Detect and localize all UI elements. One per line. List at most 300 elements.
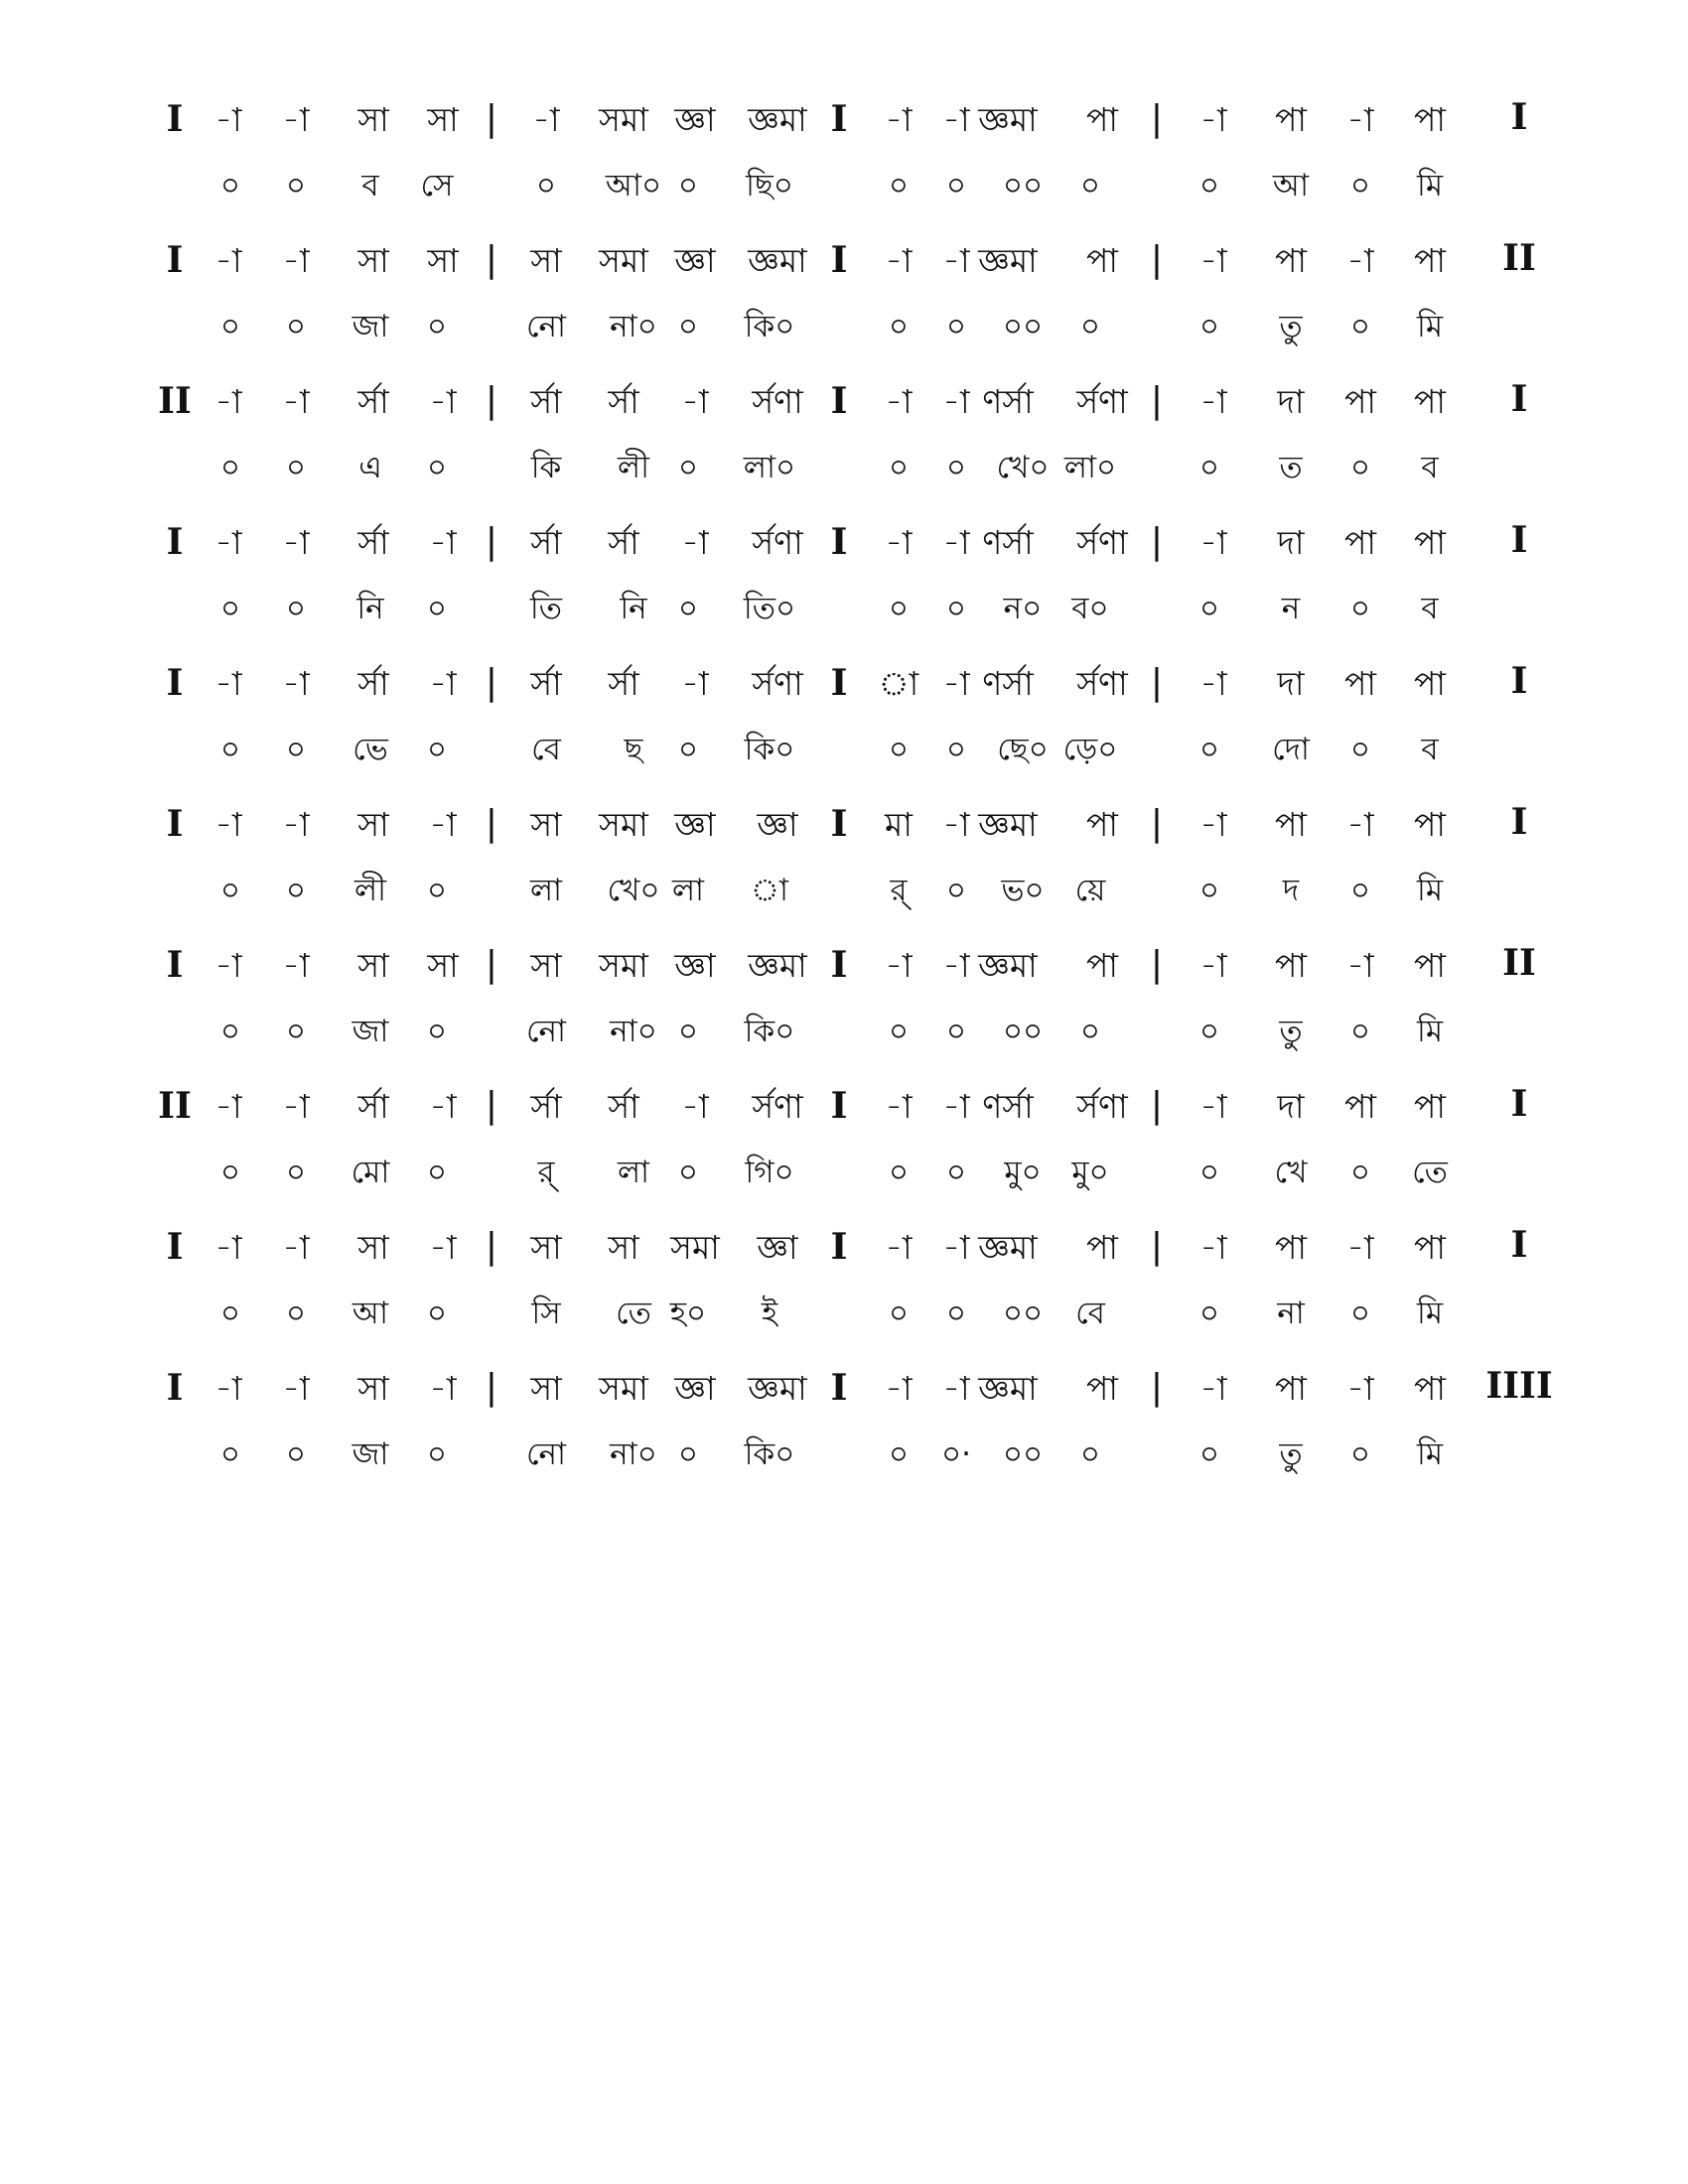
lyric-cell: ০ xyxy=(1349,309,1371,344)
note-cell: সমা xyxy=(599,805,648,844)
lyric-cell: লা xyxy=(671,873,705,908)
note-cell: -া xyxy=(282,1087,310,1126)
note-cell: সমা xyxy=(599,946,648,985)
note-cell: র্সণা xyxy=(752,523,803,562)
note-cell: -া xyxy=(885,1369,913,1408)
lyric-cell: ০ xyxy=(285,1014,307,1049)
measure-separator: | xyxy=(1150,239,1164,280)
measure-separator: I xyxy=(830,1085,848,1127)
lyric-cell: ০ xyxy=(219,1436,241,1472)
lyric-cell: সে xyxy=(420,168,454,204)
note-cell: -া xyxy=(942,1369,970,1408)
lyric-cell: ই xyxy=(761,1296,778,1331)
note-cell: র্সণা xyxy=(752,664,803,703)
lyric-cell: ০ xyxy=(1349,450,1371,485)
lyric-cell: মি xyxy=(1416,1296,1444,1331)
note-cell: -া xyxy=(429,1228,457,1267)
lyric-cell: জা xyxy=(352,1014,389,1049)
note-cell: পা xyxy=(1344,382,1376,421)
lyric-cell: মি xyxy=(1416,873,1444,908)
note-cell: -া xyxy=(214,382,242,421)
note-cell: -া xyxy=(282,241,310,280)
lyric-cell: ০ xyxy=(1079,168,1101,204)
note-cell: পা xyxy=(1414,241,1446,280)
note-cell: জ্ঞমা xyxy=(978,100,1038,139)
note-cell: -া xyxy=(214,241,242,280)
barline-start: I xyxy=(166,1226,184,1268)
lyric-cell: খে০ xyxy=(607,873,660,908)
lyric-cell: ০· xyxy=(940,1436,972,1472)
note-cell: জ্ঞা xyxy=(674,100,716,139)
note-cell: -া xyxy=(681,1087,709,1126)
note-cell: র্সা xyxy=(530,382,562,421)
barline-start: I xyxy=(166,803,184,845)
note-cell: -া xyxy=(214,1228,242,1267)
lyric-cell: জা xyxy=(352,1436,389,1472)
lyric-cell: ০ xyxy=(945,1155,967,1190)
lyric-cell: কি০ xyxy=(744,732,795,767)
note-cell: পা xyxy=(1275,946,1307,985)
lyric-cell: ০ xyxy=(677,168,699,204)
lyric-cell: ০০ xyxy=(1002,1436,1044,1472)
lyric-cell: ০ xyxy=(1349,873,1371,908)
measure-separator: I xyxy=(830,803,848,845)
lyric-cell: ভে xyxy=(352,732,388,767)
measure-separator: | xyxy=(1150,803,1164,844)
measure-separator: I xyxy=(830,98,848,140)
note-cell: -া xyxy=(1199,382,1227,421)
lyric-cell: ০ xyxy=(945,1296,967,1331)
note-cell: -া xyxy=(1346,805,1374,844)
lyric-cell: ০ xyxy=(426,309,448,344)
lyric-cell: ০ xyxy=(1079,1014,1101,1049)
note-cell: জ্ঞমা xyxy=(748,100,807,139)
measure-separator: | xyxy=(1150,1085,1164,1126)
note-cell: সা xyxy=(530,946,562,985)
lyric-cell: ০ xyxy=(285,732,307,767)
note-cell: -া xyxy=(1346,1369,1374,1408)
lyric-cell: ০ xyxy=(888,450,910,485)
note-cell: -া xyxy=(532,100,560,139)
note-cell: সা xyxy=(357,946,389,985)
lyric-cell: তে xyxy=(616,1296,651,1331)
lyric-cell: ০ xyxy=(285,591,307,626)
note-cell: মা xyxy=(885,805,913,844)
measure-separator: I xyxy=(830,239,848,281)
lyric-cell: খে০ xyxy=(996,450,1050,485)
lyric-cell: ০ xyxy=(535,168,557,204)
note-cell: র্সা xyxy=(608,664,639,703)
lyric-cell: ভ০ xyxy=(1001,873,1045,908)
barline-start: I xyxy=(166,1367,184,1409)
lyric-cell: ০০ xyxy=(1002,309,1044,344)
barline-end: I xyxy=(1510,660,1528,702)
note-cell: পা xyxy=(1086,241,1118,280)
lyric-cell: ০ xyxy=(426,1155,448,1190)
note-cell: ণর্সা xyxy=(982,523,1034,562)
note-cell: র্সা xyxy=(530,1087,562,1126)
note-cell: -া xyxy=(942,805,970,844)
measure-separator: | xyxy=(1150,1367,1164,1408)
lyric-cell: ০ xyxy=(1349,1155,1371,1190)
lyric-cell: কি০ xyxy=(744,309,795,344)
note-cell: -া xyxy=(681,382,709,421)
note-cell: -া xyxy=(214,100,242,139)
lyric-cell: ০ xyxy=(888,591,910,626)
note-cell: জ্ঞা xyxy=(674,946,716,985)
note-cell: জ্ঞা xyxy=(757,805,798,844)
lyric-cell: ০ xyxy=(219,591,241,626)
note-cell: পা xyxy=(1086,805,1118,844)
note-cell: পা xyxy=(1275,805,1307,844)
note-cell: র্সণা xyxy=(1076,1087,1128,1126)
lyric-cell: ০ xyxy=(426,1014,448,1049)
lyric-cell: ০ xyxy=(426,1436,448,1472)
lyric-cell: কি০ xyxy=(744,1436,795,1472)
note-cell: পা xyxy=(1414,1228,1446,1267)
barline-end: I xyxy=(1510,801,1528,843)
lyric-cell: ০ xyxy=(945,1014,967,1049)
barline-end: II xyxy=(1502,942,1536,984)
lyric-cell: ০ xyxy=(285,873,307,908)
note-cell: -া xyxy=(885,1087,913,1126)
measure-separator: I xyxy=(830,944,848,986)
note-cell: -া xyxy=(942,241,970,280)
note-cell: জ্ঞমা xyxy=(748,1369,807,1408)
lyric-cell: না০ xyxy=(610,1014,657,1049)
lyric-cell: ০ xyxy=(426,591,448,626)
measure-separator: | xyxy=(485,380,498,421)
measure-separator: | xyxy=(485,803,498,844)
measure-separator: | xyxy=(485,1367,498,1408)
note-cell: পা xyxy=(1086,946,1118,985)
note-cell: -া xyxy=(1199,805,1227,844)
note-cell: দা xyxy=(1277,523,1305,562)
lyric-cell: ০ xyxy=(285,1155,307,1190)
lyric-cell: ০ xyxy=(1198,591,1220,626)
lyric-cell: ০ xyxy=(1198,1014,1220,1049)
measure-separator: I xyxy=(830,1226,848,1268)
note-cell: -া xyxy=(214,1087,242,1126)
note-cell: -া xyxy=(1199,100,1227,139)
note-cell: পা xyxy=(1275,1228,1307,1267)
note-cell: সা xyxy=(427,241,459,280)
lyric-cell: র্ xyxy=(537,1155,555,1190)
lyric-cell: মি xyxy=(1416,168,1444,204)
measure-separator: | xyxy=(1150,98,1164,139)
note-cell: ণর্সা xyxy=(982,664,1034,703)
lyric-cell: ০ xyxy=(426,1296,448,1331)
lyric-cell: নি xyxy=(356,591,384,626)
note-cell: -া xyxy=(1199,523,1227,562)
note-cell: পা xyxy=(1344,664,1376,703)
lyric-cell: ০ xyxy=(677,732,699,767)
note-cell: পা xyxy=(1086,100,1118,139)
lyric-cell: না০ xyxy=(610,1436,657,1472)
note-cell: জ্ঞমা xyxy=(748,241,807,280)
barline-start: I xyxy=(166,98,184,140)
lyric-cell: তু xyxy=(1279,1014,1303,1049)
note-cell: -া xyxy=(885,100,913,139)
lyric-cell: ০ xyxy=(945,732,967,767)
note-cell: পা xyxy=(1414,946,1446,985)
lyric-cell: দো xyxy=(1272,732,1310,767)
lyric-cell: ০ xyxy=(945,450,967,485)
lyric-cell: ০ xyxy=(677,450,699,485)
note-cell: -া xyxy=(1346,241,1374,280)
note-cell: সা xyxy=(530,241,562,280)
note-cell: -া xyxy=(1199,1228,1227,1267)
lyric-cell: ০ xyxy=(285,1296,307,1331)
measure-separator: I xyxy=(830,380,848,422)
note-cell: -া xyxy=(885,946,913,985)
lyric-cell: মি xyxy=(1416,309,1444,344)
barline-start: I xyxy=(166,662,184,704)
note-cell: পা xyxy=(1275,241,1307,280)
lyric-cell: ০ xyxy=(888,1155,910,1190)
note-cell: -া xyxy=(1346,1228,1374,1267)
lyric-cell: ০ xyxy=(677,591,699,626)
note-cell: পা xyxy=(1414,1087,1446,1126)
note-cell: -া xyxy=(429,805,457,844)
lyric-cell: ০ xyxy=(285,1436,307,1472)
note-cell: -া xyxy=(282,523,310,562)
note-cell: সা xyxy=(530,1228,562,1267)
note-cell: -া xyxy=(429,1369,457,1408)
measure-separator: I xyxy=(830,1367,848,1409)
note-cell: -া xyxy=(214,805,242,844)
lyric-cell: ০ xyxy=(677,1436,699,1472)
lyric-cell: ব xyxy=(361,168,379,204)
lyric-cell: ০ xyxy=(1349,732,1371,767)
lyric-cell: ছ xyxy=(624,732,643,767)
lyric-cell: ০ xyxy=(945,309,967,344)
lyric-cell: ন xyxy=(1281,591,1301,626)
note-cell: -া xyxy=(282,382,310,421)
lyric-cell: ০ xyxy=(1349,1436,1371,1472)
note-cell: সা xyxy=(608,1228,639,1267)
note-cell: র্সণা xyxy=(752,1087,803,1126)
measure-separator: | xyxy=(485,521,498,562)
lyric-cell: ০ xyxy=(219,873,241,908)
note-cell: -া xyxy=(282,946,310,985)
lyric-cell: য়ে xyxy=(1074,873,1106,908)
lyric-cell: গি০ xyxy=(745,1155,794,1190)
lyric-cell: মি xyxy=(1416,1014,1444,1049)
lyric-cell: ০ xyxy=(1079,309,1101,344)
lyric-cell: ০ xyxy=(1349,1296,1371,1331)
measure-separator: | xyxy=(1150,1226,1164,1267)
note-cell: -া xyxy=(942,100,970,139)
barline-start: II xyxy=(158,380,192,422)
lyric-cell: তে xyxy=(1412,1155,1448,1190)
note-cell: পা xyxy=(1344,1087,1376,1126)
note-cell: সা xyxy=(357,100,389,139)
note-cell: -া xyxy=(1346,100,1374,139)
lyric-cell: ০ xyxy=(1349,1014,1371,1049)
note-cell: র্সণা xyxy=(1076,523,1128,562)
note-cell: র্সণা xyxy=(1076,664,1128,703)
lyric-cell: কি xyxy=(530,450,562,485)
barline-end: I xyxy=(1510,519,1528,561)
measure-separator: | xyxy=(1150,380,1164,421)
lyric-cell: বে xyxy=(1075,1296,1105,1331)
note-cell: -া xyxy=(429,664,457,703)
note-cell: র্সা xyxy=(357,523,389,562)
lyric-cell: ০ xyxy=(1349,168,1371,204)
note-cell: র্সা xyxy=(357,1087,389,1126)
lyric-cell: ০ xyxy=(285,309,307,344)
lyric-cell: লা xyxy=(617,1155,650,1190)
lyric-cell: হ০ xyxy=(669,1296,707,1331)
barline-start: I xyxy=(166,944,184,986)
lyric-cell: ০ xyxy=(219,1296,241,1331)
note-cell: সা xyxy=(427,100,459,139)
barline-start: I xyxy=(166,239,184,281)
lyric-cell: লা xyxy=(529,873,563,908)
note-cell: -া xyxy=(681,664,709,703)
lyric-cell: মু০ xyxy=(1004,1155,1042,1190)
lyric-cell: দ xyxy=(1282,873,1300,908)
lyric-cell: ব০ xyxy=(1071,591,1109,626)
lyric-cell: ০ xyxy=(1198,732,1220,767)
note-cell: পা xyxy=(1414,523,1446,562)
lyric-cell: তি০ xyxy=(743,591,796,626)
note-cell: -া xyxy=(885,382,913,421)
note-cell: পা xyxy=(1414,805,1446,844)
lyric-cell: ০ xyxy=(1198,168,1220,204)
lyric-cell: না০ xyxy=(610,309,657,344)
note-cell: র্সণা xyxy=(1076,382,1128,421)
lyric-cell: লা০ xyxy=(1063,450,1117,485)
lyric-cell: ০ xyxy=(888,309,910,344)
lyric-cell: া xyxy=(750,873,789,908)
measure-separator: | xyxy=(485,239,498,280)
note-cell: -া xyxy=(942,664,970,703)
note-cell: -া xyxy=(282,805,310,844)
lyric-cell: ০ xyxy=(219,1155,241,1190)
lyric-cell: ০ xyxy=(285,168,307,204)
lyric-cell: তু xyxy=(1279,1436,1303,1472)
note-cell: -া xyxy=(942,382,970,421)
barline-end: IIII xyxy=(1485,1365,1553,1407)
note-cell: র্সা xyxy=(608,1087,639,1126)
lyric-cell: ০ xyxy=(888,1014,910,1049)
barline-start: II xyxy=(158,1085,192,1127)
note-cell: -া xyxy=(282,664,310,703)
lyric-cell: ০ xyxy=(1198,873,1220,908)
measure-separator: | xyxy=(485,98,498,139)
lyric-cell: লী xyxy=(354,873,386,908)
lyric-cell: তি xyxy=(529,591,563,626)
note-cell: -া xyxy=(942,523,970,562)
note-cell: -া xyxy=(1199,241,1227,280)
note-cell: -া xyxy=(282,100,310,139)
measure-separator: | xyxy=(1150,662,1164,703)
note-cell: -া xyxy=(681,523,709,562)
lyric-cell: তু xyxy=(1279,309,1303,344)
lyric-cell: ০ xyxy=(945,168,967,204)
lyric-cell: ০ xyxy=(677,1155,699,1190)
lyric-cell: ন০ xyxy=(1003,591,1043,626)
barline-end: I xyxy=(1510,378,1528,420)
lyric-cell: ০ xyxy=(219,450,241,485)
note-cell: -া xyxy=(214,946,242,985)
lyric-cell: ছি০ xyxy=(746,168,793,204)
lyric-cell: মো xyxy=(351,1155,390,1190)
note-cell: া xyxy=(878,664,919,703)
lyric-cell: ০ xyxy=(219,732,241,767)
lyric-cell: ০ xyxy=(945,591,967,626)
barline-end: I xyxy=(1510,96,1528,138)
lyric-cell: এ xyxy=(358,450,382,485)
measure-separator: | xyxy=(1150,521,1164,562)
lyric-cell: ০ xyxy=(285,450,307,485)
lyric-cell: ড়ে০ xyxy=(1062,732,1118,767)
lyric-cell: ০০ xyxy=(1002,1014,1044,1049)
lyric-cell: কি০ xyxy=(744,1014,795,1049)
note-cell: জ্ঞমা xyxy=(978,1369,1038,1408)
note-cell: সমা xyxy=(599,1369,648,1408)
note-cell: সমা xyxy=(599,100,648,139)
lyric-cell: ০ xyxy=(1349,591,1371,626)
lyric-cell: ০ xyxy=(1079,1436,1101,1472)
lyric-cell: ০ xyxy=(426,732,448,767)
lyric-cell: ০ xyxy=(1198,1155,1220,1190)
lyric-cell: র্ xyxy=(890,873,908,908)
lyric-cell: নো xyxy=(525,1014,567,1049)
note-cell: দা xyxy=(1277,382,1305,421)
note-cell: জ্ঞমা xyxy=(978,805,1038,844)
measure-separator: | xyxy=(485,944,498,985)
note-cell: সা xyxy=(357,1369,389,1408)
note-cell: -া xyxy=(942,946,970,985)
lyric-cell: না xyxy=(1277,1296,1305,1331)
note-cell: -া xyxy=(885,1228,913,1267)
note-cell: সমা xyxy=(599,241,648,280)
lyric-cell: লা০ xyxy=(743,450,796,485)
note-cell: -া xyxy=(282,1228,310,1267)
note-cell: -া xyxy=(885,241,913,280)
note-cell: ণর্সা xyxy=(982,382,1034,421)
note-cell: জ্ঞমা xyxy=(748,946,807,985)
lyric-cell: ব xyxy=(1421,450,1439,485)
note-cell: -া xyxy=(429,382,457,421)
lyric-cell: ০ xyxy=(945,873,967,908)
lyric-cell: মি xyxy=(1416,1436,1444,1472)
lyric-cell: খে xyxy=(1274,1155,1308,1190)
note-cell: -া xyxy=(429,1087,457,1126)
lyric-cell: ০ xyxy=(888,1296,910,1331)
lyric-cell: নো xyxy=(525,1436,567,1472)
barline-end: I xyxy=(1510,1224,1528,1266)
lyric-cell: সি xyxy=(531,1296,561,1331)
note-cell: পা xyxy=(1414,382,1446,421)
note-cell: দা xyxy=(1277,1087,1305,1126)
note-cell: ণর্সা xyxy=(982,1087,1034,1126)
lyric-cell: ০ xyxy=(1198,309,1220,344)
lyric-cell: ০ xyxy=(888,168,910,204)
note-cell: পা xyxy=(1086,1369,1118,1408)
note-cell: -া xyxy=(885,523,913,562)
note-cell: -া xyxy=(282,1369,310,1408)
note-cell: র্সা xyxy=(608,382,639,421)
note-cell: -া xyxy=(429,523,457,562)
lyric-cell: আ xyxy=(1272,168,1310,204)
lyric-cell: ০ xyxy=(219,1014,241,1049)
note-cell: জ্ঞমা xyxy=(978,241,1038,280)
lyric-cell: ০ xyxy=(219,309,241,344)
